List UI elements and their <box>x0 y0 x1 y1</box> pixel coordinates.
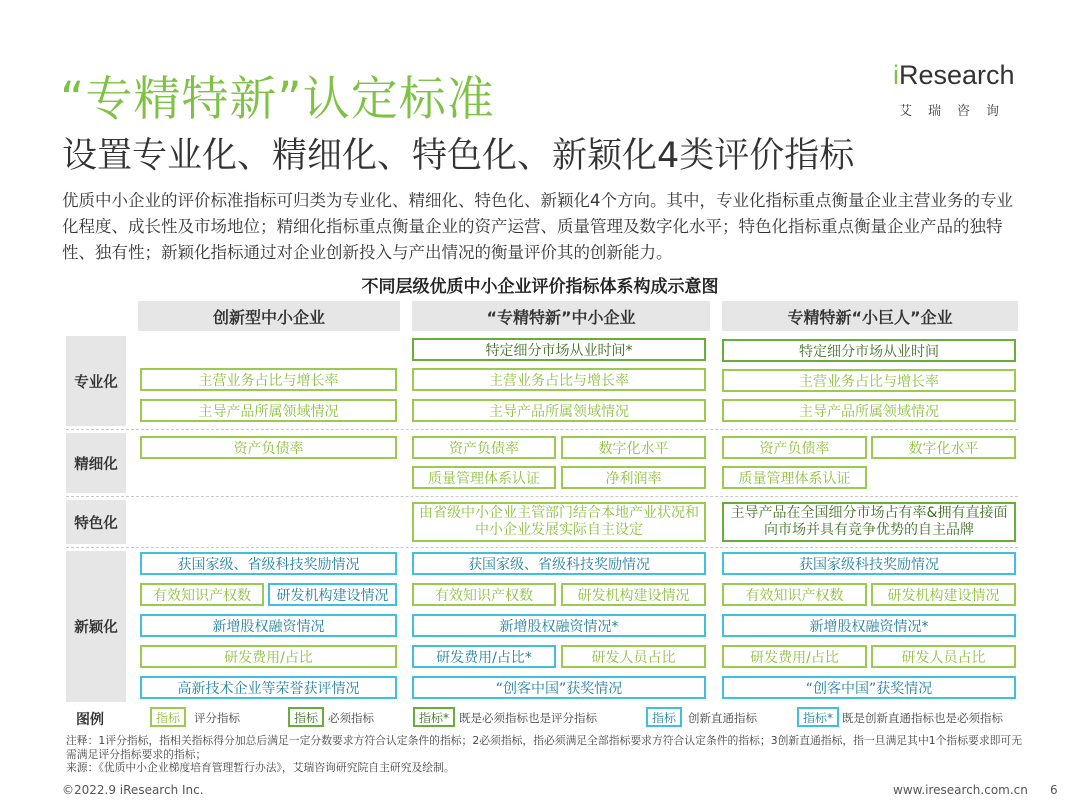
indicator-cell: 获国家级、省级科技奖励情况 <box>140 552 397 575</box>
indicator-cell: 资产负债率 <box>722 436 867 459</box>
indicator-cell: 主导产品所属领域情况 <box>722 399 1016 422</box>
indicator-cell: 新增股权融资情况 <box>140 614 397 637</box>
indicator-cell: 研发机构建设情况 <box>268 583 397 606</box>
indicator-cell: 研发机构建设情况 <box>871 583 1016 606</box>
category-characteristic: 特色化 <box>66 500 126 544</box>
legend-swatch-required: 指标 <box>288 707 324 727</box>
indicator-cell: 质量管理体系认证 <box>722 466 867 489</box>
indicator-cell: 有效知识产权数 <box>412 583 556 606</box>
indicator-cell: 主营业务占比与增长率 <box>722 369 1016 392</box>
indicator-cell: “创客中国”获奖情况 <box>722 676 1016 699</box>
indicator-cell: 高新技术企业等荣誉获评情况 <box>140 676 397 699</box>
legend-swatch-score: 指标 <box>150 707 186 727</box>
logo-wordmark: iResearch <box>893 60 1015 90</box>
indicator-cell: 特定细分市场从业时间* <box>412 338 706 361</box>
legend-label: 既是创新直通指标也是必须指标 <box>842 711 1003 725</box>
copyright: ©2022.9 iResearch Inc. <box>62 783 204 797</box>
figure-title: 不同层级优质中小企业评价指标体系构成示意图 <box>361 277 719 297</box>
page-subtitle: 设置专业化、精细化、特色化、新颖化4类评价指标 <box>62 136 855 176</box>
indicator-cell: 由省级中小企业主管部门结合本地产业状况和中小企业发展实际自主设定 <box>412 502 706 542</box>
page-number: 6 <box>1050 783 1058 797</box>
notes-block <box>66 734 1026 775</box>
indicator-cell: 获国家级科技奖励情况 <box>722 552 1016 575</box>
indicator-cell: 新增股权融资情况* <box>722 614 1016 637</box>
page-title: “专精特新”认定标准 <box>60 72 495 127</box>
divider <box>66 429 1018 430</box>
divider <box>66 496 1018 497</box>
indicator-cell: 有效知识产权数 <box>722 583 867 606</box>
divider <box>66 547 1018 548</box>
legend-swatch-required-score: 指标* <box>413 707 455 727</box>
indicator-cell: 主导产品在全国细分市场占有率&拥有直接面向市场并具有竞争优势的自主品牌 <box>722 502 1016 542</box>
indicator-cell: 研发费用/占比 <box>722 645 867 668</box>
indicator-cell: 主导产品所属领域情况 <box>140 399 397 422</box>
indicator-cell: 资产负债率 <box>412 436 556 459</box>
legend-label: 评分指标 <box>194 711 240 725</box>
category-specialization: 专业化 <box>66 336 126 426</box>
legend-swatch-direct-required: 指标* <box>797 707 839 727</box>
indicator-cell: 研发费用/占比* <box>412 645 556 668</box>
indicator-cell: 主营业务占比与增长率 <box>140 368 397 391</box>
indicator-cell: 数字化水平 <box>561 436 706 459</box>
legend <box>66 706 1018 730</box>
indicator-cell: 数字化水平 <box>871 436 1016 459</box>
indicator-cell: 质量管理体系认证 <box>412 466 556 489</box>
indicator-cell: 主营业务占比与增长率 <box>412 368 706 391</box>
indicator-cell: 主导产品所属领域情况 <box>412 399 706 422</box>
category-novelty: 新颖化 <box>66 551 126 702</box>
legend-title: 图例 <box>76 712 104 728</box>
source-text: 来源：《优质中小企业梯度培育管理暂行办法》，艾瑞咨询研究院自主研究及绘制。 <box>66 761 455 774</box>
indicator-cell: “创客中国”获奖情况 <box>412 676 706 699</box>
legend-label: 创新直通指标 <box>688 711 757 725</box>
indicator-cell: 研发机构建设情况 <box>561 583 706 606</box>
indicator-cell: 研发费用/占比 <box>140 645 397 668</box>
indicator-cell: 资产负债率 <box>140 436 397 459</box>
indicator-cell: 特定细分市场从业时间 <box>722 339 1016 362</box>
legend-swatch-direct: 指标 <box>646 707 682 727</box>
column-header-innovative: 创新型中小企业 <box>138 301 400 331</box>
category-refinement: 精细化 <box>66 433 126 493</box>
intro-paragraph: 优质中小企业的评价标准指标可归类为专业化、精细化、特色化、新颖化4个方向。其中，专业化指标重点衡量企业主营业务的专业化程度、成长性及市场地位；精细化指标重点衡量企业的资产运营、质量管理及数字化水平；特色化指标重点衡量企业产品的独特性、独有性；新颖化指标通过对企业创新投入与产出情况的衡量评价其的创新能力。 <box>62 191 1013 262</box>
indicator-cell: 研发人员占比 <box>871 645 1016 668</box>
indicator-cell: 研发人员占比 <box>561 645 706 668</box>
indicator-cell: 获国家级、省级科技奖励情况 <box>412 552 706 575</box>
website-link[interactable]: www.iresearch.com.cn <box>893 783 1028 797</box>
indicator-cell: 净利润率 <box>561 466 706 489</box>
logo-chinese: 艾瑞咨询 <box>899 104 1016 119</box>
column-header-little-giant: 专精特新“小巨人”企业 <box>722 301 1018 331</box>
indicator-cell: 新增股权融资情况* <box>412 614 706 637</box>
column-header-specialized: “专精特新”中小企业 <box>412 301 710 331</box>
iresearch-logo <box>893 60 1023 122</box>
legend-label: 既是必须指标也是评分指标 <box>459 711 597 725</box>
legend-label: 必须指标 <box>328 711 374 725</box>
notes-text: 注释：1评分指标，指相关指标得分加总后满足一定分数要求方符合认定条件的指标；2必须指标，指必须满足全部指标要求方符合认定条件的指标；3创新直通指标，指一旦满足其中1个指标要求即可无需满足评分指标要求的指标； <box>66 734 1023 761</box>
indicator-cell: 有效知识产权数 <box>140 583 264 606</box>
